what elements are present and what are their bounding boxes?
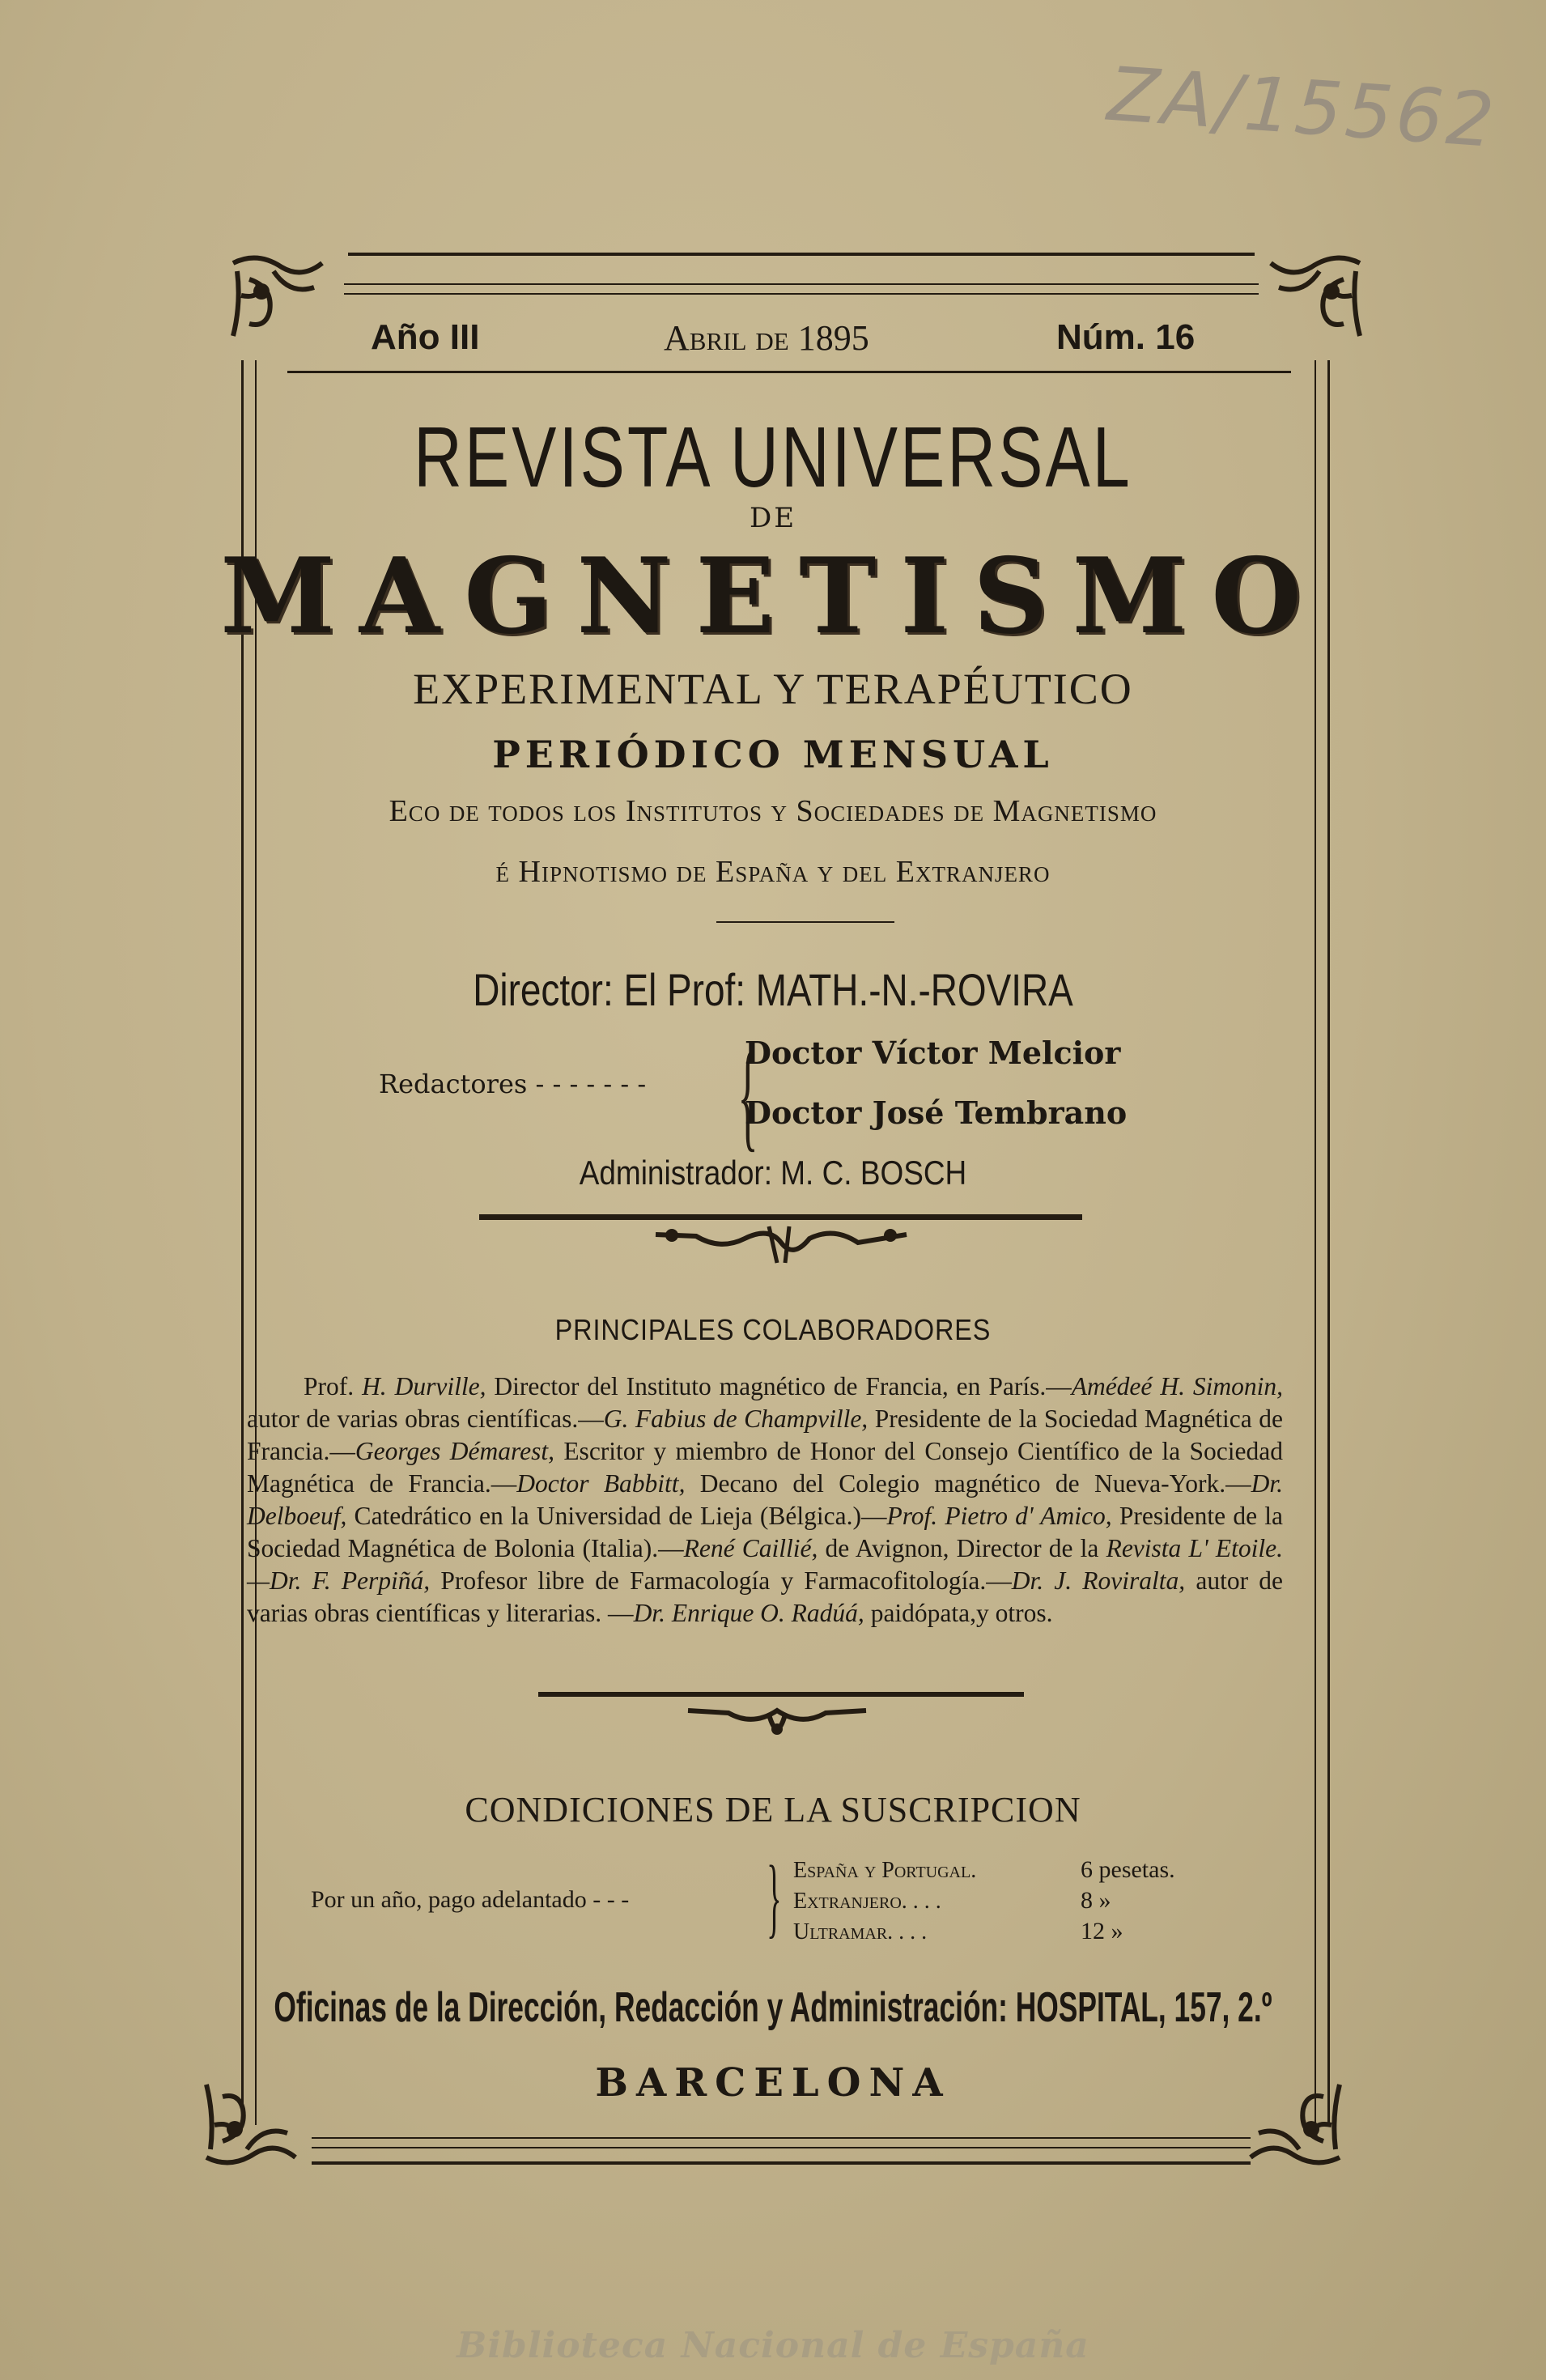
- ornament-divider-icon: [648, 1218, 915, 1267]
- offices-address: Oficinas de la Dirección, Redacción y Administración: HOSPITAL, 157, 2.º: [274, 1984, 1272, 2031]
- collaborators-text: Prof. H. Durville, Director del Instituto magnético de Francia, en París.—Amédeé H. Simonin, autor de varias obras científicas.—G. Fabius de Champville, Presidente de la Sociedad Magnética de Francia.—Georges Démarest, Escritor y miembro de Honor del Consejo Científico de la Sociedad Magnética de Francia.—Doctor Babbitt, Decano del Colegio magnético de Nueva-York.—Dr. Delboeuf, Catedrático en la Universidad de Lieja (Bélgica.)—Prof. Pietro d' Amico, Presidente de la Sociedad Magnética de Bolonia (Italia).—René Caillié, de Avignon, Director de la Revista L' Etoile.—Dr. F. Perpiñá, Profesor libre de Farmacología y Farmacofitología.—Dr. J. Roviralta, autor de varias obras científicas y literarias. —Dr. Enrique O. Radúá, paidópata,y otros.: [247, 1372, 1284, 1627]
- title-de: DE: [749, 502, 797, 534]
- subscription-row-3-region: Ultramar. . . .: [793, 1919, 928, 1944]
- subscription-label: Por un año, pago adelantado - - -: [311, 1886, 630, 1913]
- title-line1: REVISTA UNIVERSAL: [414, 410, 1132, 505]
- corner-ornament-top-left: [225, 247, 338, 360]
- director-line: Director: El Prof: MATH.-N.-ROVIRA: [473, 964, 1073, 1015]
- frame-top-rule-3: [344, 293, 1259, 295]
- redactor-1: Doctor Víctor Melcior: [745, 1035, 1121, 1071]
- eco-line1: Eco de todos los Institutos y Sociedades de Magnetismo: [389, 794, 1157, 828]
- library-watermark: Biblioteca Nacional de España: [457, 2325, 1089, 2366]
- frame-top-rule-2: [344, 283, 1259, 285]
- frame-bottom-rule-3: [312, 2161, 1251, 2165]
- subscription-row-3-price: 12 »: [1081, 1918, 1123, 1944]
- administrador-line: Administrador: M. C. BOSCH: [579, 1154, 967, 1192]
- header-rule: [287, 371, 1291, 373]
- redactores-label: Redactores - - - - - - -: [379, 1069, 647, 1099]
- subscription-row-2-price: 8 »: [1081, 1887, 1111, 1914]
- subscription-heading: CONDICIONES DE LA SUSCRIPCION: [465, 1790, 1081, 1830]
- issue-number: Núm. 16: [1056, 317, 1196, 357]
- issue-date: Abril de 1895: [664, 318, 869, 358]
- subscription-row-2-region: Extranjero. . . .: [793, 1889, 941, 1914]
- redactor-2: Doctor José Tembrano: [745, 1094, 1128, 1131]
- ornament-divider-icon-2: [680, 1698, 874, 1744]
- frame-bottom-rule-2: [312, 2147, 1251, 2148]
- eco-line2: é Hipnotismo de España y del Extranjero: [495, 855, 1051, 889]
- periodicity: PERIÓDICO MENSUAL: [492, 733, 1054, 776]
- city: BARCELONA: [595, 2060, 951, 2106]
- subtitle: EXPERIMENTAL Y TERAPÉUTICO: [413, 665, 1133, 713]
- brace-icon: {: [737, 1028, 758, 1162]
- thick-divider-2: [538, 1692, 1024, 1697]
- frame-top-rule: [348, 253, 1255, 256]
- subscription-row-1-region: España y Portugal.: [793, 1858, 977, 1883]
- handwritten-shelfmark: ZA/15562: [1105, 50, 1501, 165]
- title-main: MAGNETISMO: [220, 536, 1326, 657]
- frame-bottom-rule: [312, 2137, 1251, 2139]
- corner-ornament-top-right: [1255, 247, 1368, 360]
- issue-year: Año III: [371, 317, 480, 357]
- subscription-brace-icon: }: [767, 1847, 782, 1946]
- subscription-row-1-price: 6 pesetas.: [1081, 1856, 1175, 1883]
- short-divider: [716, 921, 894, 923]
- collaborators-heading: PRINCIPALES COLABORADORES: [554, 1313, 992, 1346]
